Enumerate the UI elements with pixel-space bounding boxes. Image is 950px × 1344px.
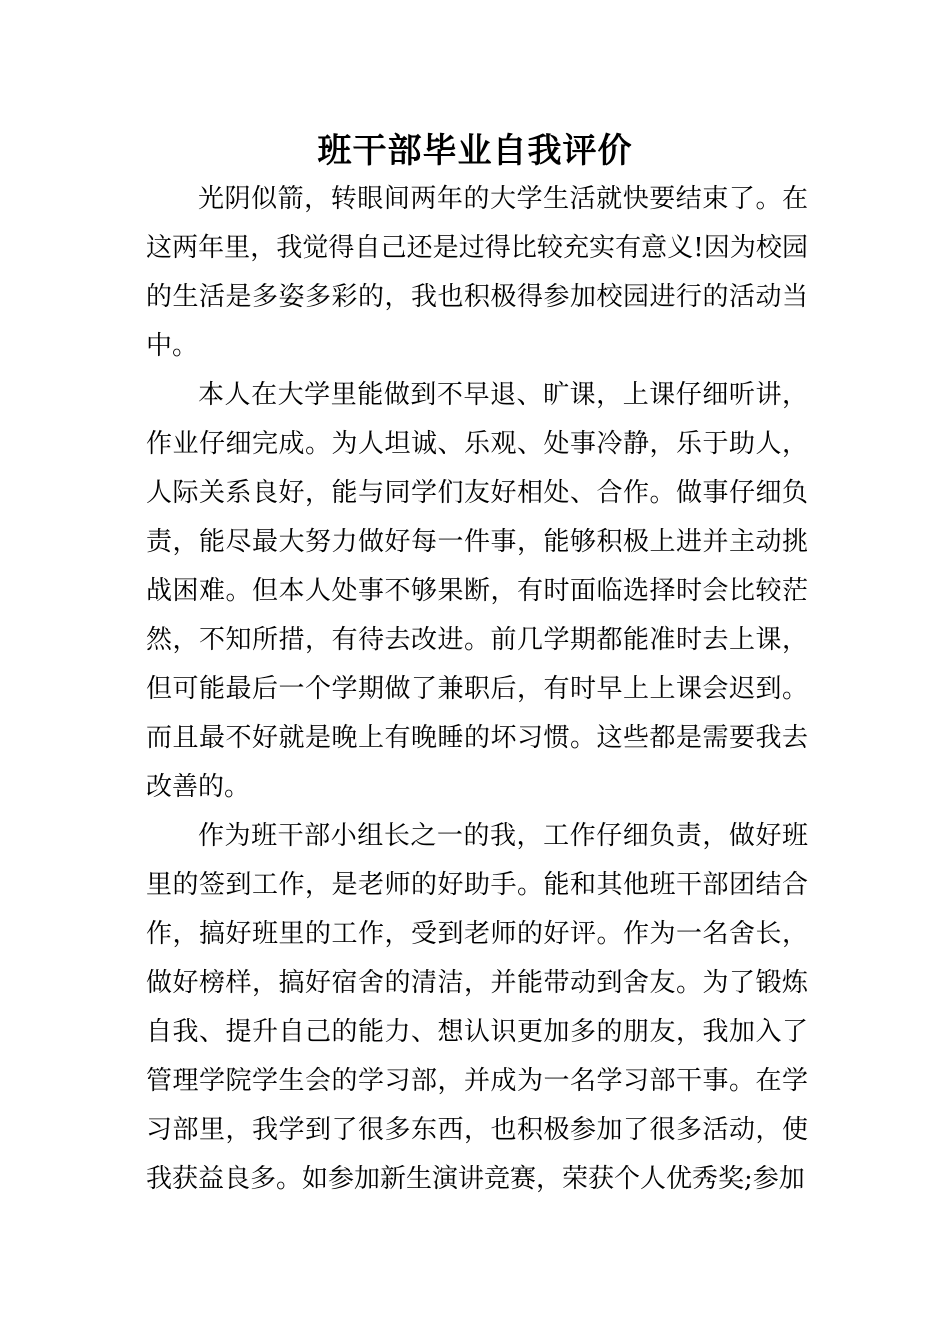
paragraph-2: 本人在大学里能做到不早退、旷课，上课仔细听讲，作业仔细完成。为人坦诚、乐观、处事冷静，乐于助人，人际关系良好，能与同学们友好相处、合作。做事仔细负责，能尽最大努力做好每一件事，能够积极上进并主动挑战困难。但本人处事不够果断，有时面临选择时会比较茫然，不知所措，有待去改进。前几学期都能准时去上课，但可能最后一个学期做了兼职后，有时早上上课会迟到。而且最不好就是晚上有晚睡的坏习惯。这些都是需要我去改善的。 <box>146 380 808 802</box>
document-title: 班干部毕业自我评价 <box>317 131 633 171</box>
paragraph-1: 光阴似箭，转眼间两年的大学生活就快要结束了。在这两年里，我觉得自己还是过得比较充实有意义!因为校园的生活是多姿多彩的，我也积极得参加校园进行的活动当中。 <box>146 184 808 361</box>
paragraph-3: 作为班干部小组长之一的我，工作仔细负责，做好班里的签到工作，是老师的好助手。能和其他班干部团结合作，搞好班里的工作，受到老师的好评。作为一名舍长，做好榜样，搞好宿舍的清洁，并能带动到舍友。为了锻炼自我、提升自己的能力、想认识更加多的朋友，我加入了管理学院学生会的学习部，并成为一名学习部干事。在学习部里，我学到了很多东西，也积极参加了很多活动，使我获益良多。如参加新生演讲竞赛，荣获个人优秀奖;参加 <box>146 821 808 1194</box>
document-body <box>146 175 808 1204</box>
